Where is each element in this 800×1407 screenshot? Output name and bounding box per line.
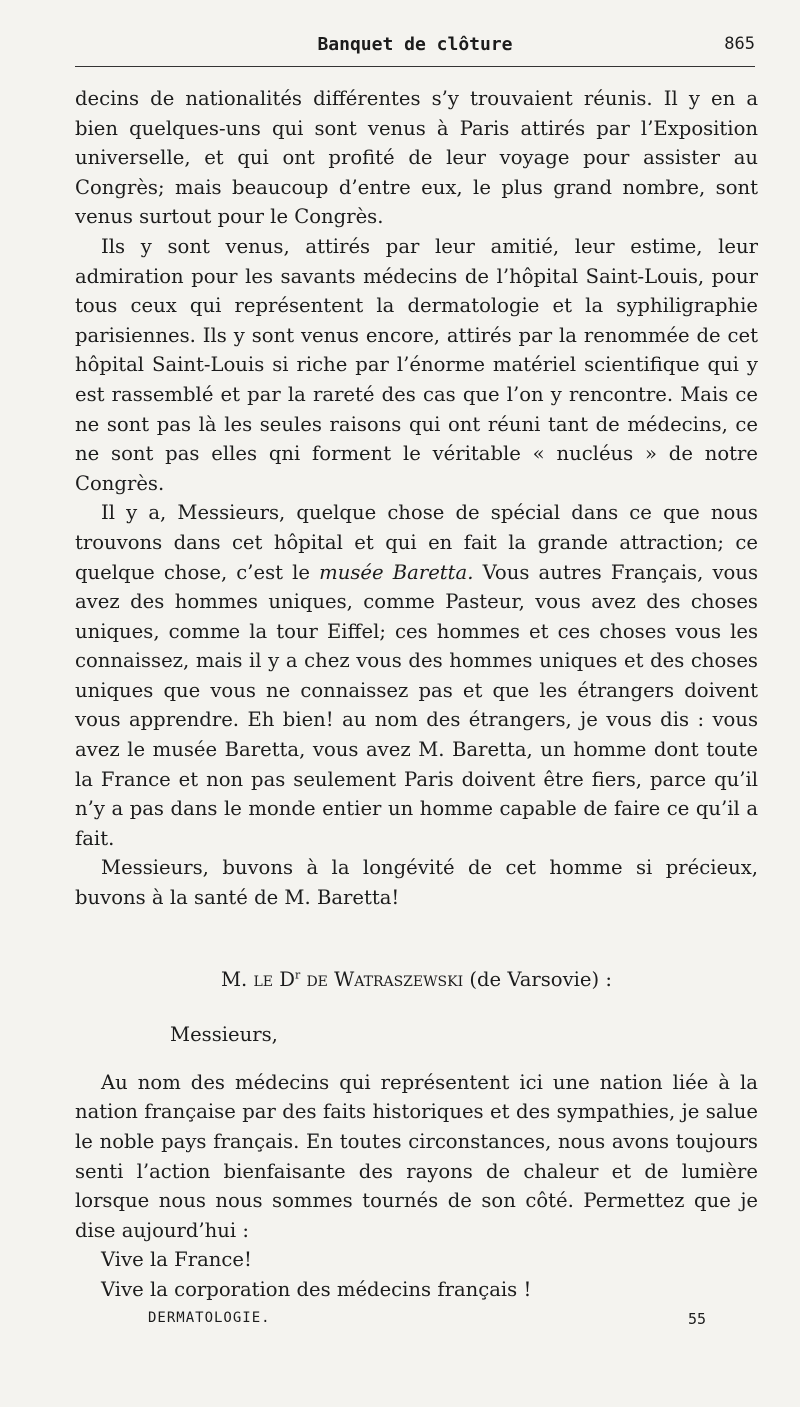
running-head (75, 30, 755, 67)
cheer-line: Vive la corporation des médecins français ! (101, 1277, 532, 1301)
speaker-origin: (de Varsovie) : (463, 967, 613, 991)
speaker-title-superscript: r (294, 968, 301, 982)
paragraph-speech: Au nom des médecins qui représentent ici une nation liée à la nation française par des faits historiques et des sympathies, je salue le noble pays français. En toutes circonstances, nous avons toujours senti l’action bienfaisante des rayons de chaleur et de lumière lorsque nous nous sommes tournés de son côté. Permettez que je dise aujourd’hui : (75, 1070, 758, 1242)
speaker-heading (75, 965, 758, 995)
running-title: Banquet de clôture (317, 34, 513, 55)
signature-mark: DERMATOLOGIE. (148, 1310, 271, 1326)
speaker-name: de Watraszewski (300, 967, 464, 991)
paragraph-toast: Messieurs, buvons à la longévité de cet homme si précieux, buvons à la santé de M. Baretta! (75, 856, 758, 910)
speaker-prefix: M. le D (220, 967, 295, 991)
page-number: 865 (724, 34, 755, 54)
paragraph-continuation: decins de nationalités différentes s’y trouvaient réunis. Il y en a bien quelques-uns qui sont venus à Paris attirés par l’Exposition universelle, et qui ont profité de leur voyage pour assister au Congrès; mais beaucoup d’entre eux, le plus grand nombre, sont venus surtout pour le Congrès. (75, 87, 758, 229)
sheet-number: 55 (688, 1310, 707, 1328)
paragraph-baretta (75, 498, 758, 853)
salutation: Messieurs, (170, 1023, 278, 1047)
paragraph-baretta-after: Vous autres Français, vous avez des hommes uniques, comme Pasteur, vous avez des choses uniques, comme la tour Eiffel; ces hommes et ces choses vous les connaissez, mais il y a chez vous des hommes uniques et des choses uniques que vous ne connaissez pas et que les étrangers doivent vous apprendre. Eh bien! au nom des étrangers, je vous dis : vous avez le musée Baretta, vous avez M. Baretta, un homme dont toute la France et non pas seulement Paris doivent être fiers, parce qu’il n’y a pas dans le monde entier un homme capable de faire ce qu’il a fait. (75, 560, 758, 850)
cheer-line: Vive la France! (101, 1248, 252, 1272)
body-text (75, 84, 758, 1305)
paragraph-attraction: Ils y sont venus, attirés par leur amitié, leur estime, leur admiration pour les savants médecins de l’hôpital Saint-Louis, pour tous ceux qui représentent la dermatologie et la syphiligraphie parisiennes. Ils y sont venus encore, attirés par la renommée de cet hôpital Saint-Louis si riche par l’énorme matériel scientifique qui y est rassemblé et par la rareté des cas que l’on y rencontre. Mais ce ne sont pas là les seules raisons qui ont réuni tant de médecins, ce ne sont pas elles qni forment le véritable « nucléus » de notre Congrès. (75, 234, 758, 495)
paragraph-baretta-before: Il y a, Messieurs, quelque chose de spécial dans ce que nous trouvons dans cet hôpital et qui en fait la grande attraction; ce quelque chose, c’est le (75, 501, 758, 584)
musee-baretta-emphasis: musée Baretta. (319, 560, 474, 584)
